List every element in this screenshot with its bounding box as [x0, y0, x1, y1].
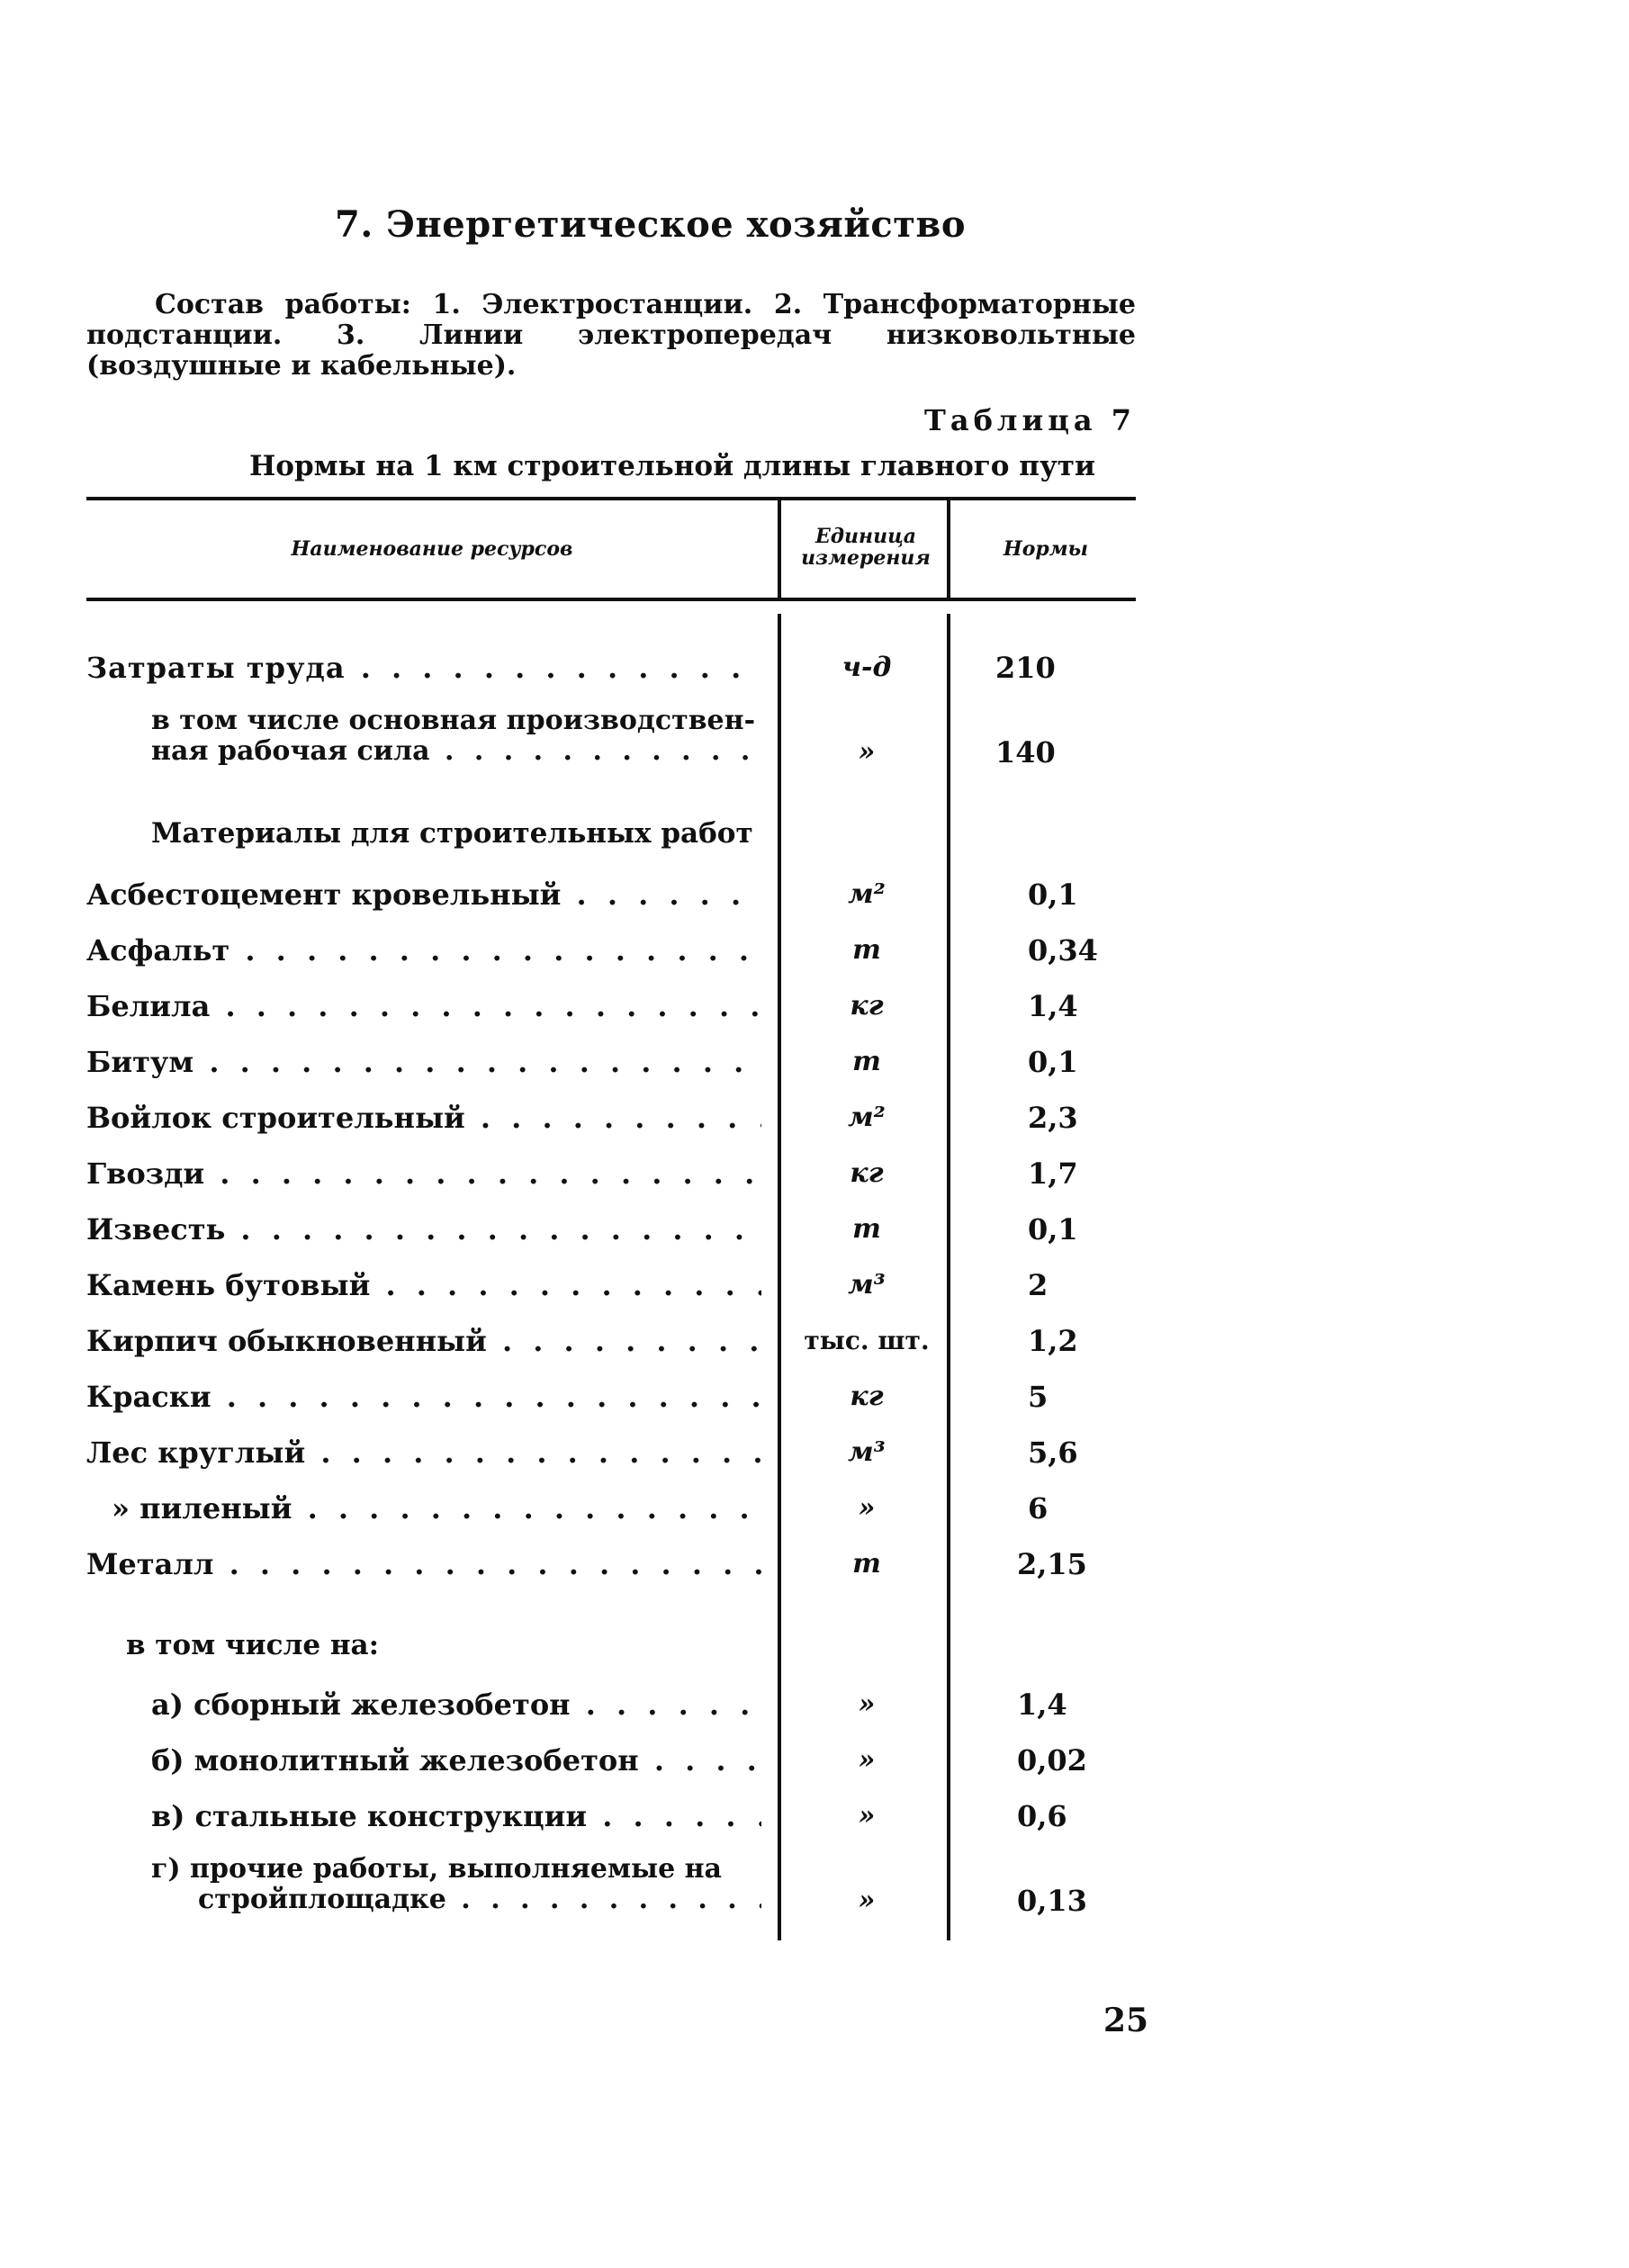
unit-cell: тыс. шт. — [804, 1326, 930, 1355]
page-number: 25 — [1103, 2002, 1149, 2039]
table-row — [86, 878, 1136, 934]
unit-cell: м³ — [848, 1436, 886, 1468]
unit-cell: » — [858, 1688, 876, 1720]
resource-name: Лес круглый . . . — [86, 1436, 761, 1469]
table-row — [86, 990, 1136, 1046]
unit-cell: » — [858, 736, 876, 768]
unit-cell: м² — [848, 1102, 886, 1133]
unit-cell: т — [852, 1548, 881, 1580]
resource-name: а) сборный железобетон . . . — [151, 1688, 761, 1721]
table-row — [86, 934, 1136, 990]
resource-name: Асфальт . . . — [86, 934, 761, 967]
table-row — [86, 1854, 1136, 1922]
table-row — [86, 1213, 1136, 1269]
norm-cell: 6 — [1028, 1491, 1048, 1526]
subsection-heading: в том числе на: — [126, 1629, 380, 1661]
unit-cell: » — [858, 1492, 876, 1524]
norm-cell: 0,02 — [1017, 1743, 1087, 1778]
resource-name: » пиленый . . . — [112, 1492, 761, 1525]
table-row — [86, 1102, 1136, 1157]
norm-cell: 1,7 — [1028, 1156, 1078, 1191]
resource-name: Краски . . . — [86, 1381, 761, 1413]
header-divider-2 — [947, 500, 950, 598]
resource-name: Войлок строительный . . . — [86, 1102, 761, 1134]
resource-name-line-1: в том числе основная производствен- — [151, 706, 756, 736]
table-caption-text: Нормы на 1 км строительной длины главного пути — [248, 450, 1095, 482]
unit-cell: кг — [850, 990, 884, 1022]
table-row — [86, 1157, 1136, 1213]
unit-cell: ч-д — [842, 652, 892, 683]
norm-cell: 140 — [995, 735, 1056, 770]
resource-name: Затраты труда . . . — [86, 652, 761, 684]
norm-cell: 0,1 — [1028, 1045, 1078, 1079]
work-composition — [86, 290, 1136, 382]
resource-name: в) стальные конструкции . . . — [151, 1800, 761, 1832]
table-row — [86, 706, 1136, 774]
table-label: Таблица 7 — [924, 403, 1136, 437]
resource-name: б) монолитный железобетон . . . — [151, 1744, 761, 1777]
header-divider-1 — [778, 500, 781, 598]
norm-cell: 0,6 — [1017, 1799, 1067, 1833]
table-row — [86, 1744, 1136, 1800]
resource-name: Камень бутовый . . . — [86, 1269, 761, 1301]
norm-cell: 1,4 — [1017, 1688, 1067, 1722]
resource-name-line-1: г) прочие работы, выполняемые на — [151, 1854, 722, 1885]
table-row — [86, 1325, 1136, 1381]
norm-cell: 0,34 — [1028, 933, 1098, 968]
unit-cell: кг — [850, 1157, 884, 1189]
table-row — [86, 1436, 1136, 1492]
resource-name: Металл . . . — [86, 1548, 761, 1580]
norm-cell: 2,15 — [1017, 1547, 1087, 1581]
table-row — [86, 1688, 1136, 1744]
work-composition-text: Состав работы: 1. Электростанции. 2. Трансформаторные подстанции. 3. Линии электропередач низковольтные (воздушные и кабельные). — [86, 289, 1136, 382]
norm-cell: 5 — [1028, 1380, 1048, 1414]
materials-heading: Материалы для строительных работ — [151, 817, 753, 850]
norm-cell: 1,4 — [1028, 989, 1078, 1023]
norm-cell: 0,1 — [1028, 878, 1078, 912]
table-caption — [0, 450, 1629, 482]
table-row — [86, 1381, 1136, 1436]
table-row — [86, 652, 1136, 707]
column-header-name: Наименование ресурсов — [291, 537, 573, 561]
resource-name: Битум . . . — [86, 1046, 761, 1078]
page-title: 7. Энергетическое хозяйство — [335, 203, 967, 246]
resource-name-line-2: стройплощадке . . . — [198, 1885, 761, 1915]
resource-name: Известь . . . — [86, 1213, 761, 1246]
unit-cell: кг — [850, 1381, 884, 1412]
unit-cell: м² — [848, 878, 886, 910]
table-row — [86, 1046, 1136, 1102]
column-header-norm: Нормы — [1003, 537, 1089, 561]
unit-cell: м³ — [848, 1269, 886, 1300]
table-row — [86, 1269, 1136, 1325]
resource-name: Асбестоцемент кровельный . . . — [86, 878, 761, 911]
norm-cell: 2 — [1028, 1268, 1048, 1302]
table-row — [86, 1800, 1136, 1856]
norm-cell: 0,13 — [1017, 1884, 1087, 1918]
norm-cell: 1,2 — [1028, 1324, 1078, 1358]
norm-cell: 210 — [995, 651, 1056, 685]
unit-cell: » — [858, 1800, 876, 1832]
resource-name-line-2: ная рабочая сила . . . — [151, 736, 761, 767]
resource-name: Кирпич обыкновенный . . . — [86, 1325, 761, 1357]
norm-cell: 0,1 — [1028, 1212, 1078, 1246]
table-row — [86, 1548, 1136, 1604]
resource-name: Белила . . . — [86, 990, 761, 1022]
norm-cell: 5,6 — [1028, 1436, 1078, 1470]
table-top-rule — [86, 497, 1136, 500]
unit-cell: » — [858, 1885, 876, 1916]
column-header-unit: Единица измерения — [801, 525, 931, 570]
table-header-rule — [86, 598, 1136, 601]
unit-cell: т — [852, 934, 881, 966]
norm-cell: 2,3 — [1028, 1101, 1078, 1135]
unit-cell: т — [852, 1213, 881, 1245]
unit-cell: » — [858, 1744, 876, 1776]
resource-name: Гвозди . . . — [86, 1157, 761, 1190]
unit-cell: т — [852, 1046, 881, 1077]
table-row — [86, 1492, 1136, 1548]
